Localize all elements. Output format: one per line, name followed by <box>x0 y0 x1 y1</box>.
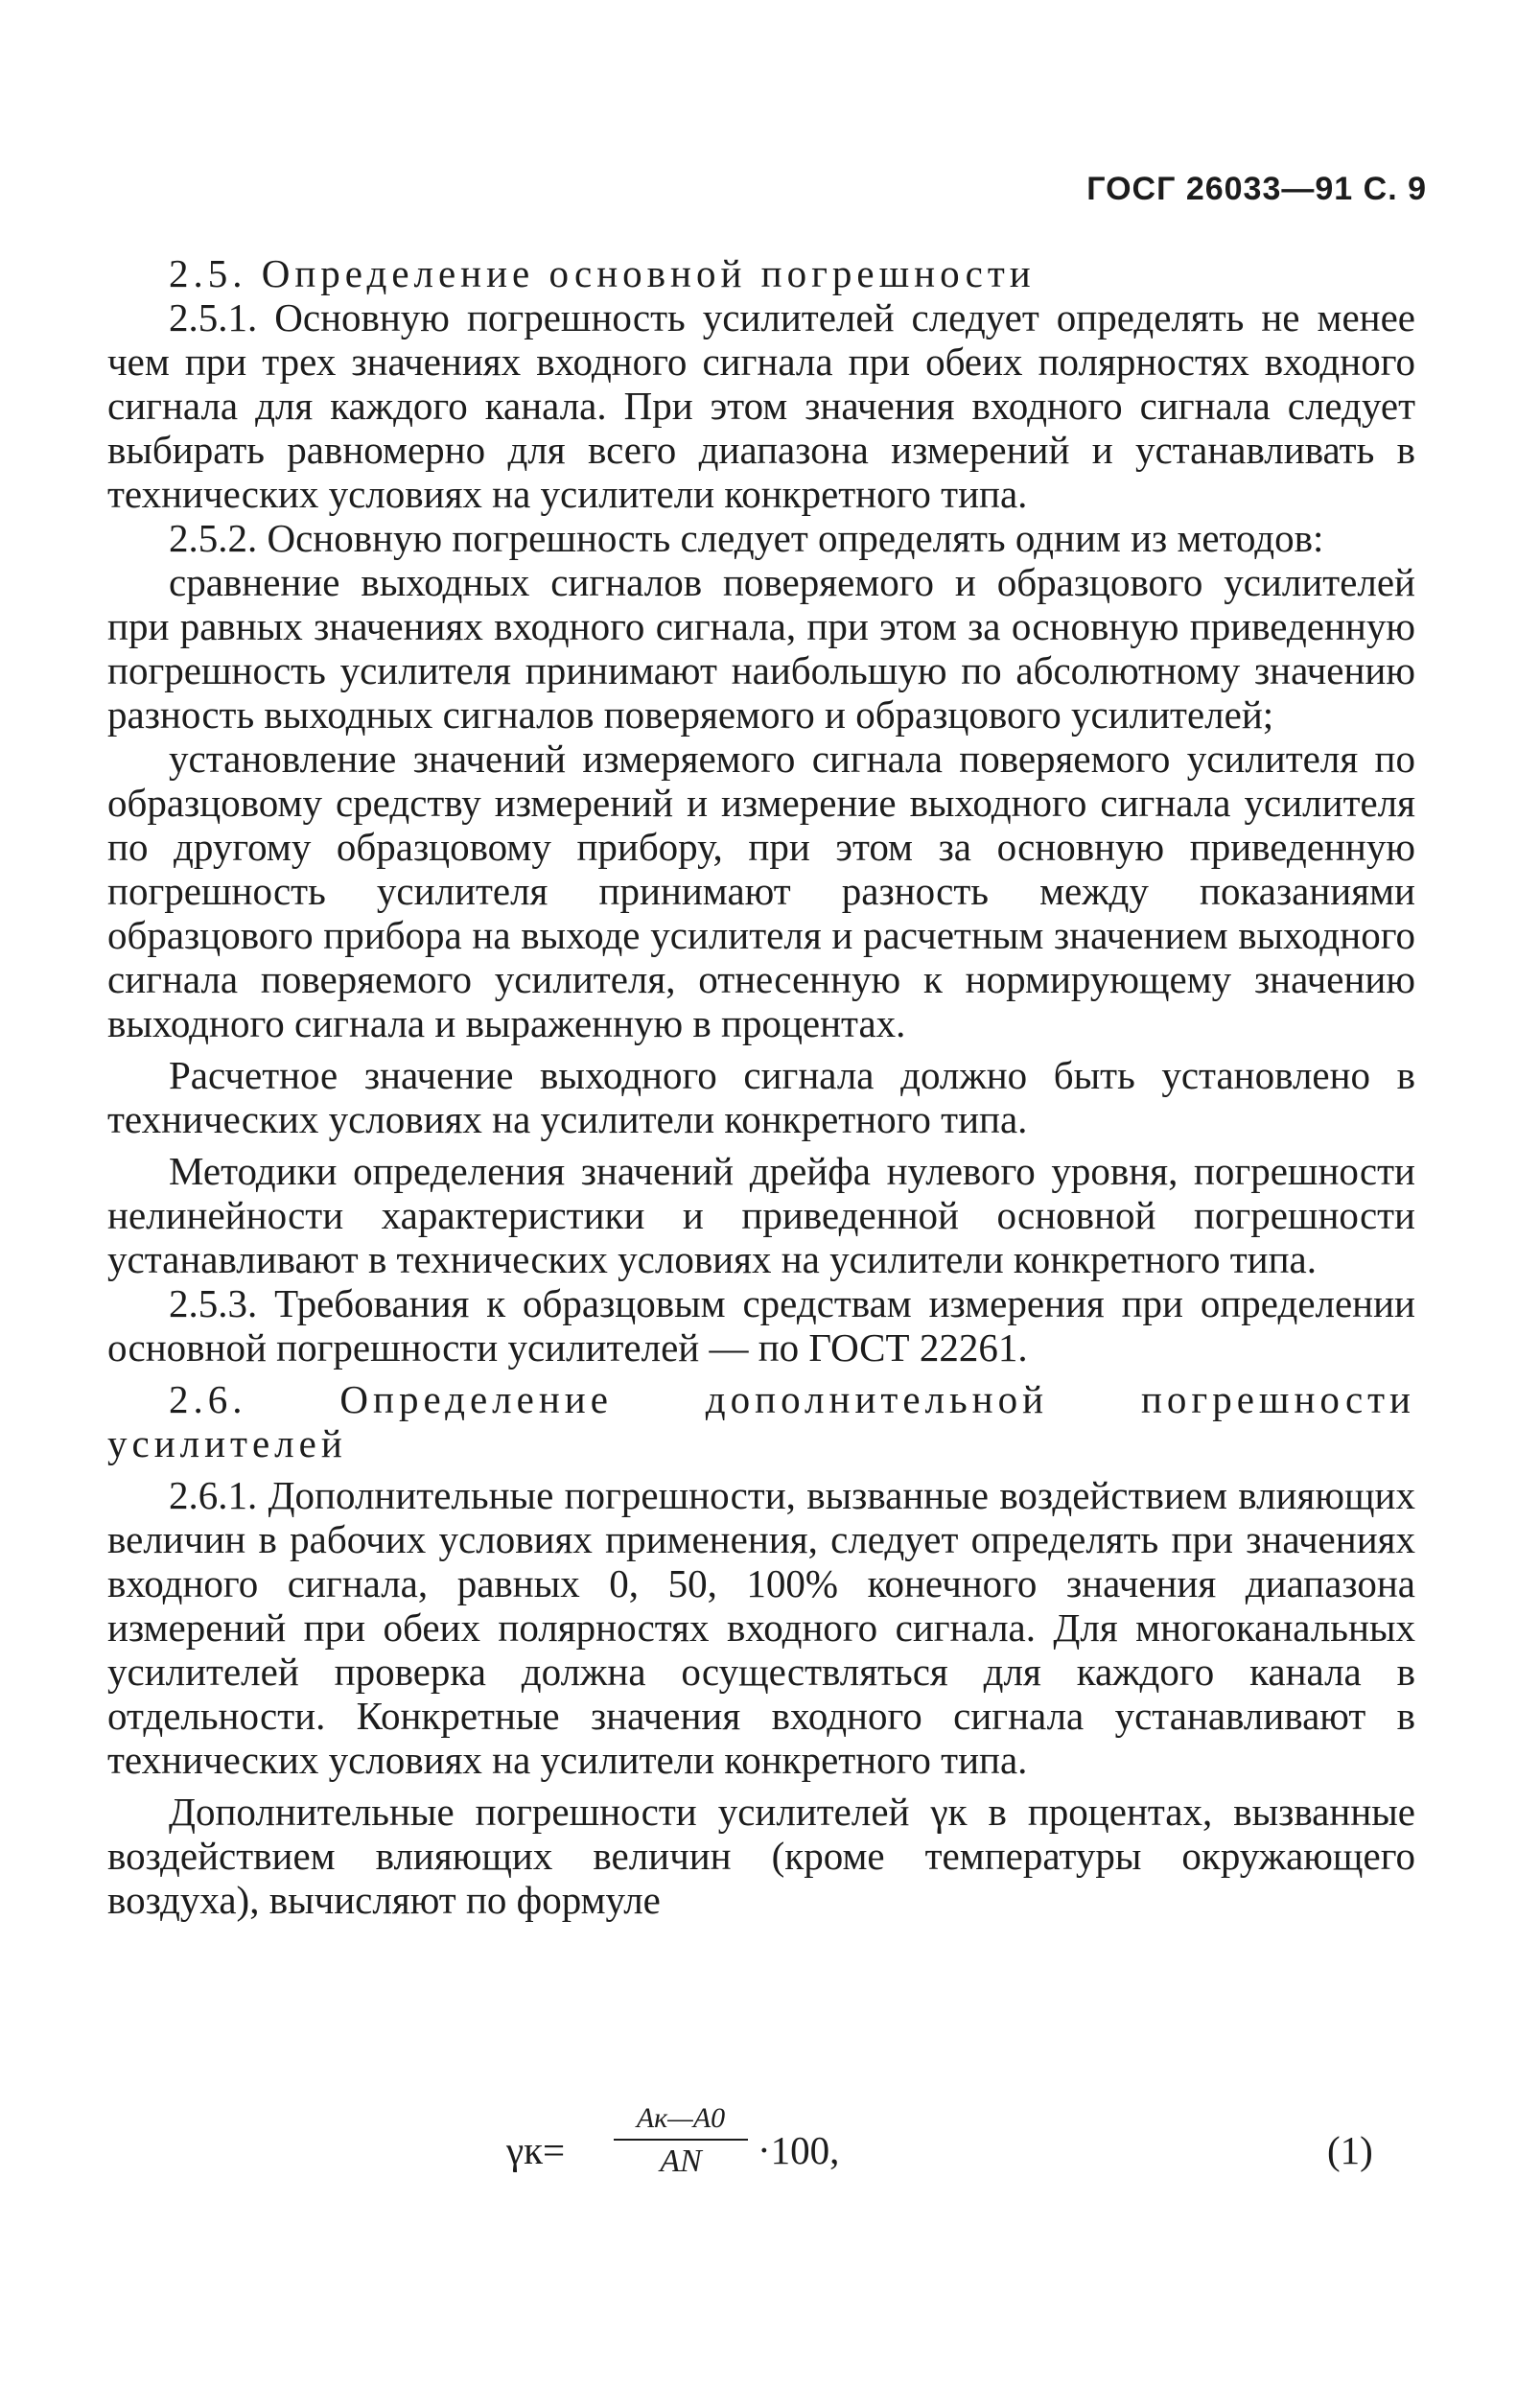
page-header: ГОСГ 26033—91 С. 9 <box>1086 171 1427 207</box>
method-item-1: сравнение выходных сигналов поверяемого и образцового усилителей при равных значениях входного сигнала, при этом за основную приведенную погрешность усилителя принимают наибольшую по абсолютному значению разность выходных сигналов поверяемого и образцового усилителей; <box>107 560 1415 737</box>
formula-denominator: AN <box>660 2143 702 2179</box>
section-heading-2-5: 2.5. Определение основной погрешности <box>169 251 1036 295</box>
document-body <box>107 251 1415 1922</box>
formula-1 <box>0 2100 1540 2206</box>
formula-numerator: Aк—A0 <box>636 2102 726 2134</box>
formula-rhs: ·100, <box>758 2128 840 2172</box>
formula-lhs: γк= <box>506 2128 566 2172</box>
paragraph-2-5-2: 2.5.2. Основную погрешность следует определять одним из методов: <box>169 516 1324 560</box>
fraction-bar <box>614 2139 748 2141</box>
section-heading-2-6: 2.6. Определение дополнительной погрешности усилителей <box>107 1377 1415 1465</box>
formula-fraction <box>614 2100 748 2181</box>
paragraph-2-5-3: 2.5.3. Требования к образцовым средствам измерения при определении основной погрешности усилителей — по ГОСТ 22261. <box>107 1281 1415 1370</box>
paragraph-formula-intro: Дополнительные погрешности усилителей γк в процентах, вызванные воздействием влияющих величин (кроме температуры окружающего воздуха), вычисляют по формуле <box>107 1790 1415 1922</box>
formula-number: (1) <box>1327 2128 1373 2172</box>
paragraph-2-5-1: 2.5.1. Основную погрешность усилителей следует определять не менее чем при трех значениях входного сигнала при обеих полярностях входного сигнала для каждого канала. При этом значения входного сигнала следует выбирать равномерно для всего диапазона измерений и устанавливать в технических условиях на усилители конкретного типа. <box>107 295 1415 516</box>
paragraph-methods: Методики определения значений дрейфа нулевого уровня, погрешности нелинейности характеристики и приведенной основной погрешности устанавливают в технических условиях на усилители конкретного типа. <box>107 1149 1415 1281</box>
paragraph-2-6-1: 2.6.1. Дополнительные погрешности, вызванные воздействием влияющих величин в рабочих условиях применения, следует определять при значениях входного сигнала, равных 0, 50, 100% конечного значения диапазона измерений при обеих полярностях входного сигнала. Для многоканальных усилителей проверка должна осуществляться для каждого канала в отдельности. Конкретные значения входного сигнала устанавливают в технических условиях на усилители конкретного типа. <box>107 1473 1415 1782</box>
paragraph-calculated-value: Расчетное значение выходного сигнала должно быть установлено в технических условиях на усилители конкретного типа. <box>107 1053 1415 1141</box>
method-item-2: установление значений измеряемого сигнала поверяемого усилителя по образцовому средству измерений и измерение выходного сигнала усилителя по другому образцовому прибору, при этом за основную приведенную погрешность усилителя принимают разность между показаниями образцового прибора на выходе усилителя и расчетным значением выходного сигнала поверяемого усилителя, отнесенную к нормирующему значению выходного сигнала и выраженную в процентах. <box>107 737 1415 1045</box>
